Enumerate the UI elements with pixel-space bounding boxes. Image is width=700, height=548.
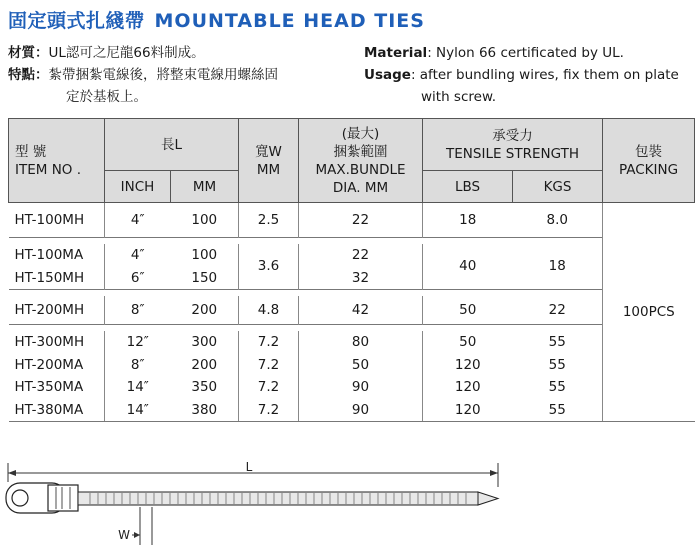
length-label: L (245, 460, 253, 474)
table-row: HT-350MA 14″ 350 7.2 90 120 55 (9, 376, 695, 399)
material-label-en: Material (364, 45, 428, 61)
title-en: MOUNTABLE HEAD TIES (154, 10, 425, 32)
material-label-zh: 材質： (8, 45, 49, 61)
spec-en (364, 42, 679, 108)
arrow-right (490, 470, 498, 476)
table-row: HT-100MA 4″ 100 3.6 22 40 18 (9, 244, 695, 267)
table-row: HT-200MA 8″ 200 7.2 50 120 55 (9, 354, 695, 377)
table-row: HT-100MH 4″ 100 2.5 22 18 8.0 100PCS (9, 203, 695, 238)
usage-label-zh: 特點： (8, 67, 49, 83)
header-lbs: LBS (423, 171, 513, 203)
header-mm: MM (171, 171, 239, 203)
header-width: 寬W MM (239, 119, 299, 203)
table-row: HT-300MH 12″ 300 7.2 80 50 55 (9, 331, 695, 354)
header-length: 長L (105, 119, 239, 171)
usage-label-en: Usage (364, 67, 411, 83)
lock-head (48, 485, 78, 511)
spec-table (8, 118, 695, 422)
header-row (9, 119, 695, 171)
packing-cell: 100PCS (603, 203, 695, 422)
header-packing: 包裝 PACKING (603, 119, 695, 203)
table-row: HT-200MH 8″ 200 4.8 42 50 22 (9, 296, 695, 325)
usage-line1-en: : after bundling wires, fix them on plate (410, 67, 679, 83)
width-arrow (134, 532, 140, 538)
header-inch: INCH (105, 171, 171, 203)
header-bundle: (最大) 捆紮範圍 MAX.BUNDLE DIA. MM (299, 119, 423, 203)
arrow-left (8, 470, 16, 476)
table-row: HT-150MH 6″ 150 32 (9, 267, 695, 290)
material-value-en: : Nylon 66 certificated by UL. (427, 45, 624, 61)
width-label: W (118, 528, 130, 542)
usage-line2-zh: 定於基板上。 (66, 89, 147, 105)
title-zh: 固定頭式扎綫帶 (8, 10, 145, 32)
table-row: HT-380MA 14″ 380 7.2 90 120 55 (9, 399, 695, 422)
usage-line1-zh: 紮帶捆紮電線後，將整束電線用螺絲固 (48, 67, 278, 83)
header-tensile: 承受力 TENSILE STRENGTH (423, 119, 603, 171)
usage-line2-en: with screw. (421, 89, 497, 105)
header-item: 型 號 ITEM NO . (9, 119, 105, 203)
strap-tip (478, 492, 498, 505)
cable-tie-diagram (0, 455, 700, 548)
spec-zh (8, 42, 278, 108)
material-value-zh: UL認可之尼龍66料制成。 (48, 45, 205, 61)
page-title (8, 6, 425, 33)
header-kgs: KGS (513, 171, 603, 203)
screw-hole-icon (12, 490, 28, 506)
